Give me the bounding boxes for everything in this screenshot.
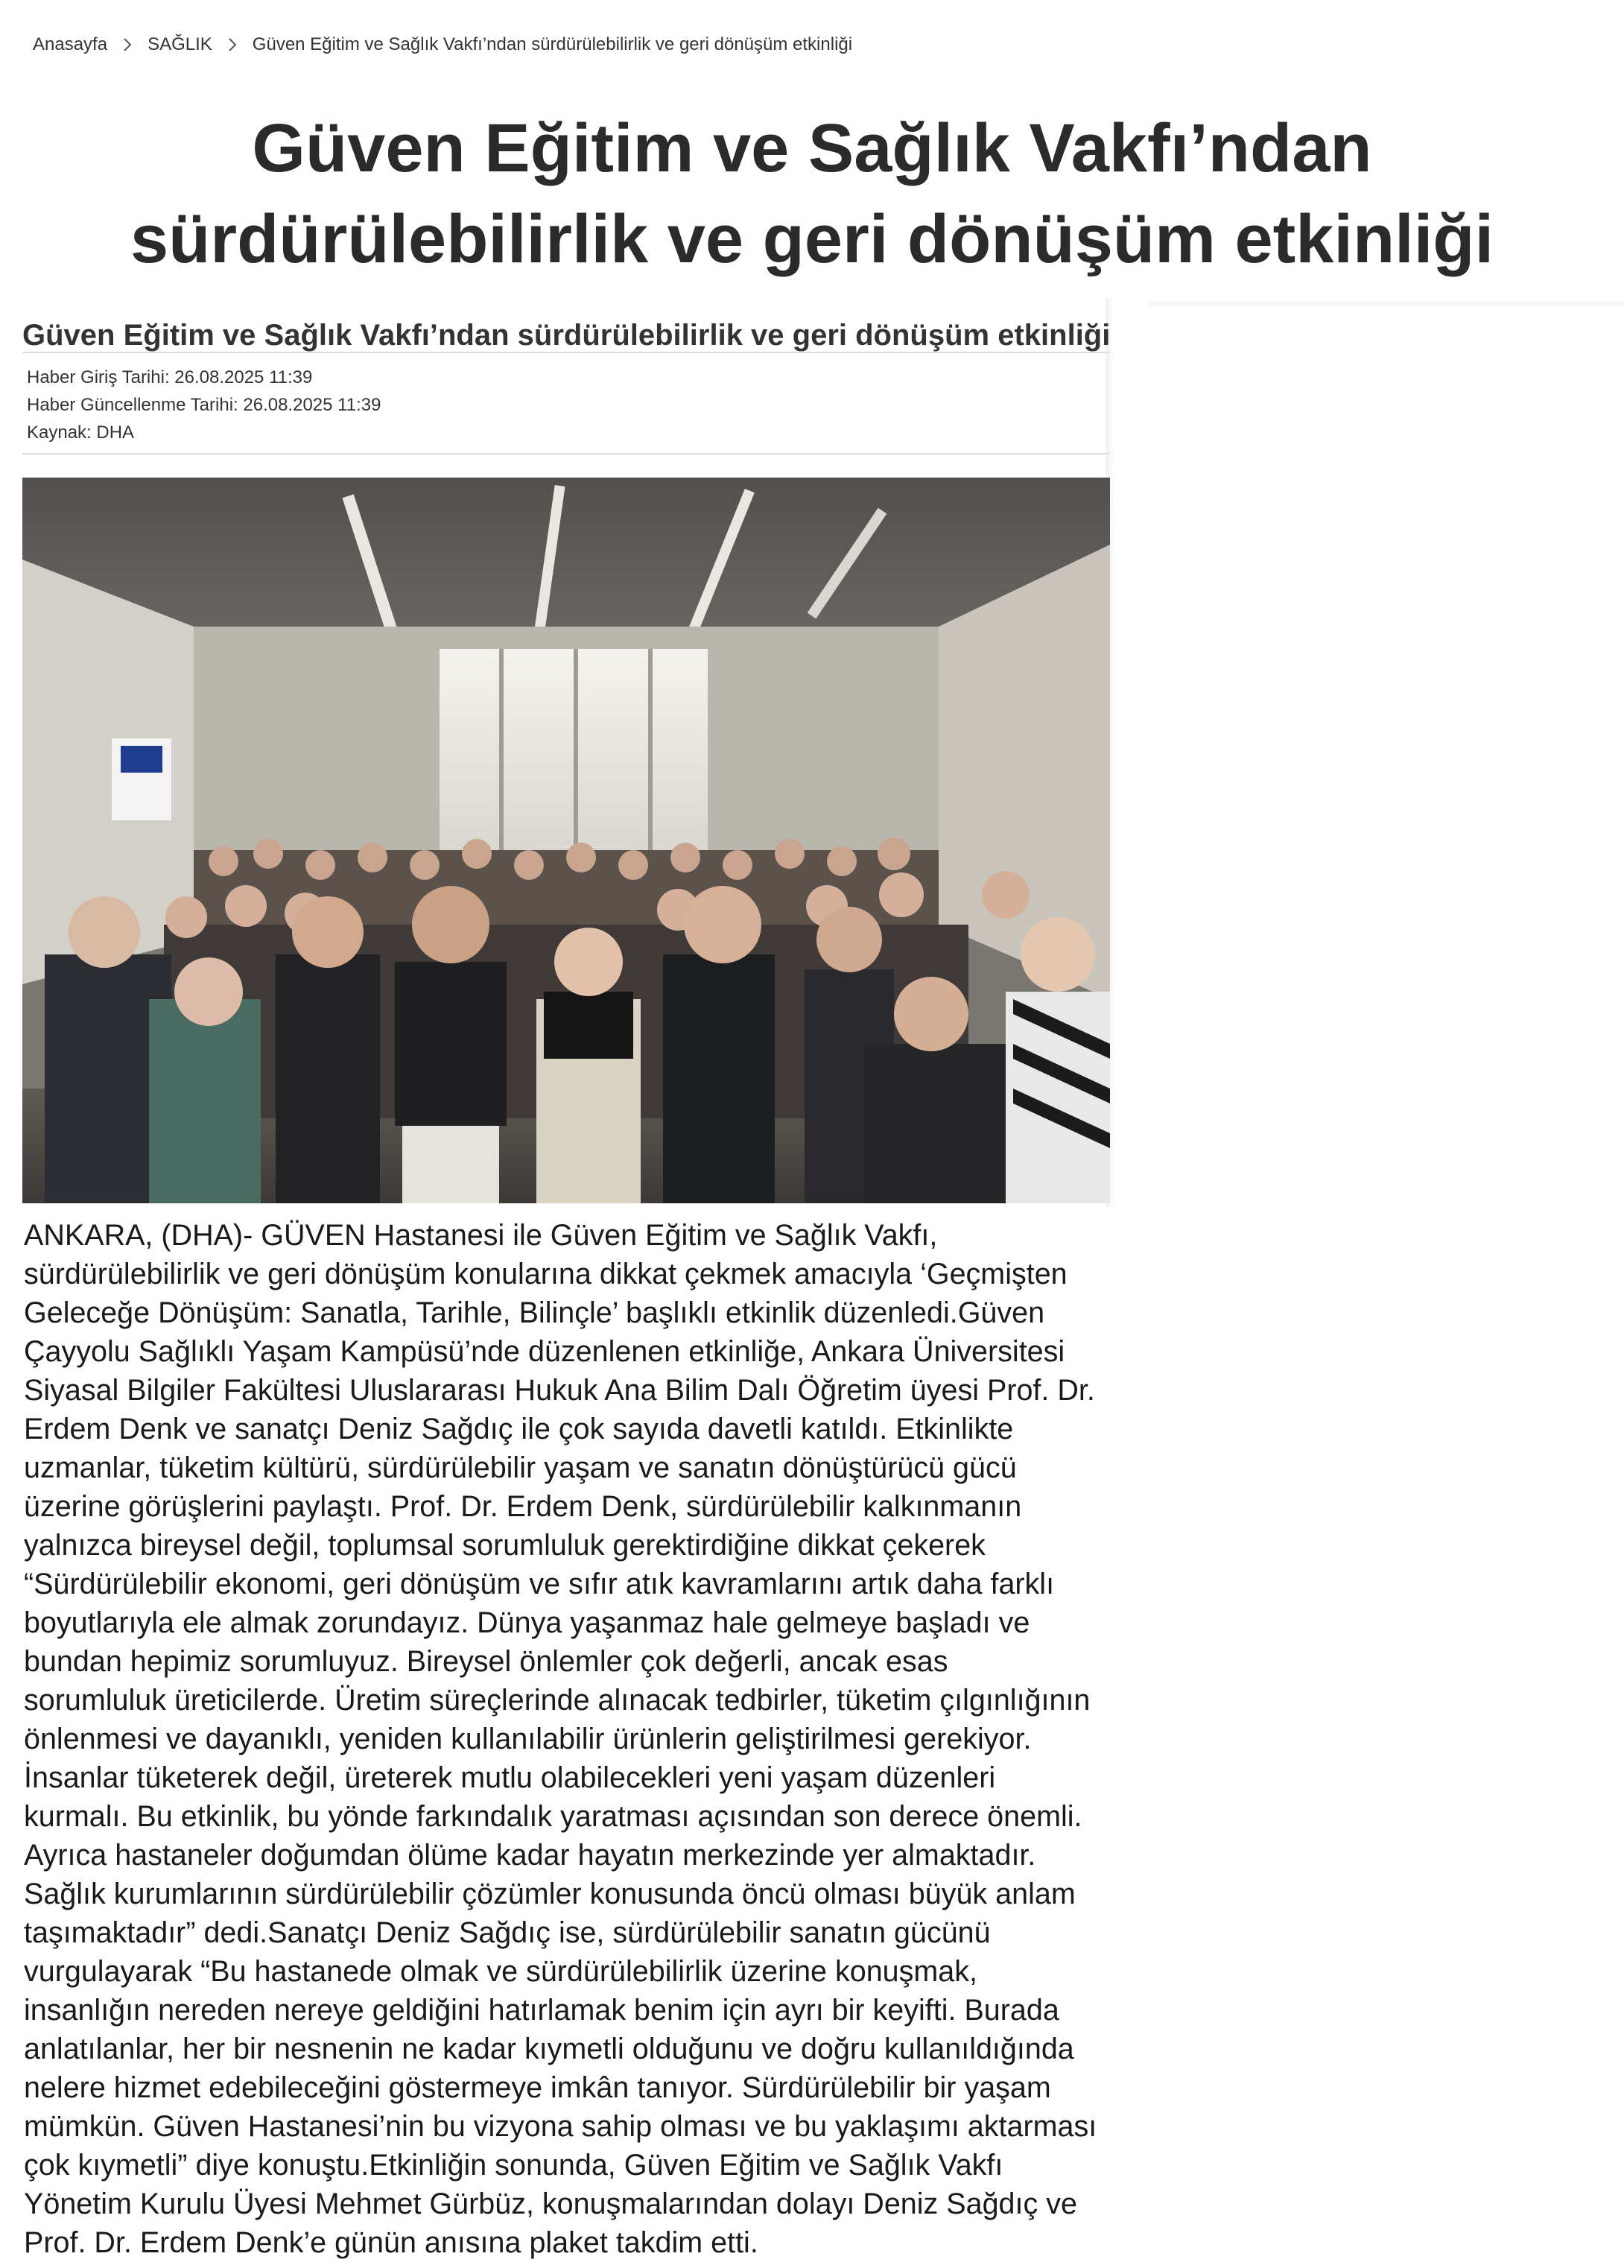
- article-body-line: insanlığın nereden nereye geldiğini hatırlamak benim için ayrı bir keyifti. Burada: [24, 1994, 1059, 2027]
- article-body-line: kurmalı. Bu etkinlik, bu yönde farkındalık yaratması açısından son derece önemli.: [24, 1800, 1082, 1833]
- article-body-line: çok kıymetli” diye konuştu.Etkinliğin sonunda, Güven Eğitim ve Sağlık Vakfı: [24, 2149, 1003, 2182]
- page-title-line-2: sürdürülebilirlik ve geri dönüşüm etkinliği: [130, 201, 1494, 277]
- chevron-right-icon: [212, 37, 253, 53]
- article-body-line: Ayrıca hastaneler doğumdan ölüme kadar hayatın merkezinde yer almaktadır.: [24, 1839, 1036, 1872]
- article-body-line: Siyasal Bilgiler Fakültesi Uluslararası Hukuk Ana Bilim Dalı Öğretim üyesi Prof. Dr.: [24, 1374, 1095, 1407]
- article-body-line: sürdürülebilirlik ve geri dönüşüm konularına dikkat çekmek amacıyla ‘Geçmişten: [24, 1258, 1068, 1290]
- updated-date: Haber Güncellenme Tarihi: 26.08.2025 11:39: [27, 395, 381, 415]
- article-photo: [22, 478, 1110, 1203]
- article-body-line: nelere hizmet edebileceğini göstermeye imkân tanıyor. Sürdürülebilir bir yaşam: [24, 2071, 1051, 2104]
- article-body-line: Erdem Denk ve sanatçı Deniz Sağdıç ile çok sayıda davetli katıldı. Etkinlikte: [24, 1413, 1014, 1445]
- breadcrumb-category-link[interactable]: SAĞLIK: [148, 34, 212, 54]
- article-body-line: vurgulayarak “Bu hastanede olmak ve sürdürülebilirlik üzerine konuşmak,: [24, 1955, 977, 1988]
- article-body-line: mümkün. Güven Hastanesi’nin bu vizyona sahip olması ve bu yaklaşımı aktarması: [24, 2110, 1097, 2143]
- article-body-line: boyutlarıyla ele almak zorundayız. Dünya yaşanmaz hale gelmeye başladı ve: [24, 1606, 1030, 1639]
- page-title: [0, 103, 1624, 285]
- article-body-line: İnsanlar tüketerek değil, üreterek mutlu olabilecekleri yeni yaşam düzenleri: [24, 1761, 996, 1794]
- article-body-line: Prof. Dr. Erdem Denk’e günün anısına plaket takdim etti.: [24, 2226, 758, 2259]
- page-title-line-1: Güven Eğitim ve Sağlık Vakfı’ndan: [252, 110, 1372, 186]
- news-source: Kaynak: DHA: [27, 422, 135, 443]
- article-body: [24, 1216, 1119, 2262]
- chevron-right-icon: [107, 37, 148, 53]
- breadcrumb-home-link[interactable]: Anasayfa: [33, 34, 108, 54]
- article-body-line: Çayyolu Sağlıklı Yaşam Kampüsü’nde düzenlenen etkinliğe, Ankara Üniversitesi: [24, 1335, 1065, 1368]
- article-body-line: Yönetim Kurulu Üyesi Mehmet Gürbüz, konuşmalarından dolayı Deniz Sağdıç ve: [24, 2188, 1077, 2220]
- meta-divider: [22, 453, 1110, 454]
- breadcrumb-current: Güven Eğitim ve Sağlık Vakfı’ndan sürdürülebilirlik ve geri dönüşüm etkinliği: [252, 34, 853, 54]
- article-body-line: bundan hepimiz sorumluyuz. Bireysel önlemler çok değerli, ancak esas: [24, 1645, 948, 1678]
- subtitle-divider: [22, 352, 1110, 353]
- article-body-line: taşımaktadır” dedi.Sanatçı Deniz Sağdıç ise, sürdürülebilir sanatın gücünü: [24, 1916, 991, 1949]
- article-body-line: Sağlık kurumlarının sürdürülebilir çözümler konusunda öncü olması büyük anlam: [24, 1878, 1076, 1910]
- article-body-line: Geleceğe Dönüşüm: Sanatla, Tarihle, Bilinçle’ başlıklı etkinlik düzenledi.Güven: [24, 1296, 1045, 1329]
- published-date: Haber Giriş Tarihi: 26.08.2025 11:39: [27, 367, 313, 387]
- article-body-line: ANKARA, (DHA)- GÜVEN Hastanesi ile Güven Eğitim ve Sağlık Vakfı,: [24, 1219, 938, 1252]
- article-body-line: sorumluluk üreticilerde. Üretim süreçlerinde alınacak tedbirler, tüketim çılgınlığının: [24, 1684, 1091, 1717]
- article-body-line: üzerine görüşlerini paylaştı. Prof. Dr. Erdem Denk, sürdürülebilir kalkınmanın: [24, 1490, 1022, 1523]
- article-body-line: “Sürdürülebilir ekonomi, geri dönüşüm ve sıfır atık kavramlarını artık daha farklı: [24, 1568, 1055, 1600]
- article-body-line: uzmanlar, tüketim kültürü, sürdürülebilir yaşam ve sanatın dönüştürücü gücü: [24, 1451, 1017, 1484]
- article-body-line: önlenmesi ve dayanıklı, yeniden kullanılabilir ürünlerin geliştirilmesi gerekiyor.: [24, 1723, 1032, 1755]
- article-body-line: yalnızca bireysel değil, toplumsal sorumluluk gerektirdiğine dikkat çekerek: [24, 1529, 986, 1562]
- article-body-line: anlatılanlar, her bir nesnenin ne kadar kıymetli olduğunu ve doğru kullanıldığında: [24, 2033, 1074, 2065]
- sidebar-divider: [1147, 301, 1624, 308]
- article-subtitle: Güven Eğitim ve Sağlık Vakfı’ndan sürdürülebilirlik ve geri dönüşüm etkinliği: [22, 319, 1111, 352]
- breadcrumb: [33, 30, 852, 60]
- article-meta: [27, 364, 381, 446]
